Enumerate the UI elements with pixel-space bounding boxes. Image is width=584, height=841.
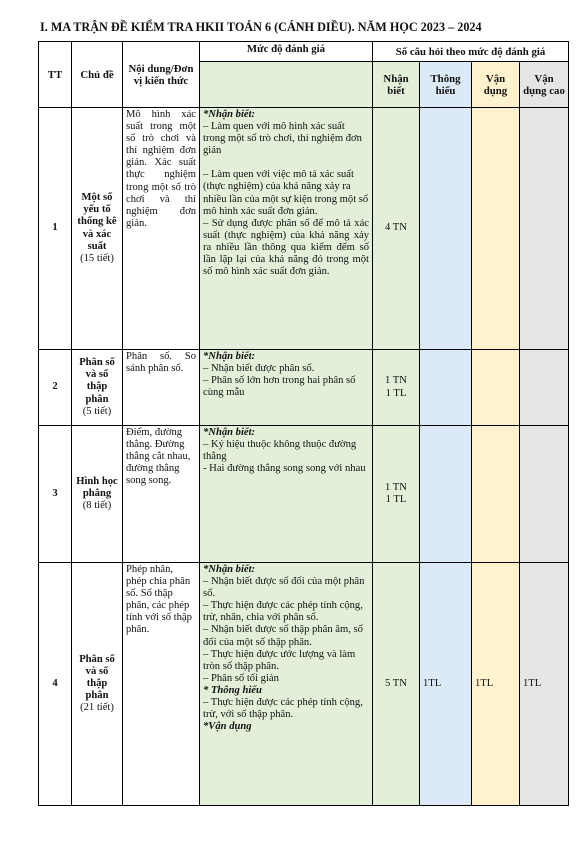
- count-van-dung: [472, 426, 520, 563]
- level-label: *Nhận biết:: [203, 427, 256, 438]
- row-content: Mô hình xác suất trong một số trò chơi và thí nghiệm đơn giản. Xác suất thực nghiệm trong một số trò chơi và thí nghiệm đơn giản.: [123, 108, 200, 350]
- row-topic: [72, 108, 123, 350]
- count-van-dung: 1TL: [472, 563, 520, 806]
- row-content: Điểm, đường thẳng. Đường thẳng cắt nhau, đường thẳng song song.: [123, 426, 200, 563]
- assessment-item: - Hai đường thẳng song song với nhau: [203, 463, 366, 475]
- count-nhan-biet: 1 TN 1 TL: [373, 350, 420, 426]
- row-topic: [72, 426, 123, 563]
- row-assessment: [200, 426, 373, 563]
- level-label: * Thông hiểu: [203, 684, 262, 696]
- assessment-item: – Phân số lớn hơn trong hai phân số cùng mẫu: [203, 375, 356, 399]
- header-level-thong-hieu: Thông hiểu: [420, 62, 472, 108]
- count-van-dung: [472, 350, 520, 426]
- assessment-item: – Nhận biết được phân số.: [203, 363, 315, 375]
- header-level-nhan-biet: Nhận biết: [373, 62, 420, 108]
- count-van-dung: [472, 108, 520, 350]
- page-title: I. MA TRẬN ĐỀ KIỂM TRA HKII TOÁN 6 (CÁNH DIỀU). NĂM HỌC 2023 – 2024: [40, 20, 482, 34]
- row-topic: [72, 350, 123, 426]
- level-label: *Nhận biết:: [203, 109, 256, 120]
- header-count-group: Số câu hỏi theo mức độ đánh giá: [373, 42, 569, 62]
- header-assessment: Mức độ đánh giá: [200, 42, 373, 62]
- topic-hours: (21 tiết): [80, 702, 114, 714]
- assessment-item: – Làm quen với việc mô tả xác suất (thực nghiệm) của khả năng xảy ra nhiều lần của một sự kiện trong một số mô hình xác suất đơn giản.: [203, 169, 369, 217]
- assessment-item: – Nhận biết được số đối của một phân số.: [203, 576, 365, 600]
- table-row: [39, 426, 569, 563]
- table-row: [39, 350, 569, 426]
- row-content: Phân số. So sánh phân số.: [123, 350, 200, 426]
- assessment-item: – Nhận biết được số thập phân âm, số đối của một số thập phân.: [203, 624, 363, 648]
- assessment-item: – Làm quen với mô hình xác suất trong một số trò chơi, thí nghiệm đơn giản: [203, 121, 362, 157]
- topic-name: Một số yếu tố thống kê và xác suất: [77, 192, 117, 252]
- assessment-item: – Thực hiện được các phép tính cộng, trừ, nhân, chia với phân số.: [203, 600, 363, 624]
- table-row: [39, 563, 569, 806]
- count-thong-hieu: [420, 426, 472, 563]
- level-label: *Nhận biết:: [203, 351, 256, 362]
- topic-hours: (5 tiết): [82, 405, 112, 417]
- assessment-item: – Thực hiện được ước lượng và làm tròn số thập phân.: [203, 648, 356, 672]
- topic-name: Phân số và số thập phân: [79, 653, 115, 702]
- table-row: [39, 108, 569, 350]
- row-number: 4: [39, 563, 72, 806]
- count-nhan-biet: 4 TN: [373, 108, 420, 350]
- assessment-item: – Thực hiện được các phép tính cộng, trừ, với số thập phân.: [203, 697, 363, 721]
- row-number: 1: [39, 108, 72, 350]
- topic-hours: (8 tiết): [82, 500, 112, 512]
- row-number: 2: [39, 350, 72, 426]
- assessment-item: – Ký hiệu thuộc không thuộc đường thẳng: [203, 439, 357, 463]
- row-assessment: [200, 350, 373, 426]
- count-nhan-biet: 5 TN: [373, 563, 420, 806]
- topic-name: Phân số và số thập phân: [79, 357, 115, 405]
- header-level-van-dung: Vận dụng: [472, 62, 520, 108]
- assessment-item: – Phân số tối giản: [203, 672, 279, 684]
- count-thong-hieu: [420, 350, 472, 426]
- row-topic: [72, 563, 123, 806]
- level-label: *Nhận biết:: [203, 564, 256, 575]
- topic-name: Hình học phẳng: [76, 475, 118, 499]
- header-content: Nội dung/Đơn vị kiến thức: [123, 42, 200, 108]
- topic-hours: (15 tiết): [80, 252, 114, 264]
- header-topic: Chủ đề: [72, 42, 123, 108]
- header-tt: TT: [39, 42, 72, 108]
- header-level-van-dung-cao: Vận dụng cao: [520, 62, 569, 108]
- count-nhan-biet: 1 TN 1 TL: [373, 426, 420, 563]
- assessment-item: – Sử dụng được phân số để mô tả xác suất (thực nghiệm) của khả năng xảy ra nhiều lần thông qua kiểm đếm số lần lặp lại của khả năng đó trong một số mô hình xác suất đơn giản.: [203, 217, 369, 278]
- count-thong-hieu: 1TL: [420, 563, 472, 806]
- row-assessment: [200, 108, 373, 350]
- level-label: *Vận dụng: [203, 721, 252, 733]
- count-van-dung-cao: [520, 426, 569, 563]
- count-van-dung-cao: [520, 350, 569, 426]
- row-number: 3: [39, 426, 72, 563]
- header-assessment-sub: [200, 62, 373, 108]
- matrix-table: [38, 41, 569, 806]
- row-assessment: [200, 563, 373, 806]
- count-thong-hieu: [420, 108, 472, 350]
- row-content: Phép nhân, phép chia phân số. Số thập phân, các phép tính với số thập phân.: [123, 563, 200, 806]
- count-van-dung-cao: 1TL: [520, 563, 569, 806]
- count-van-dung-cao: [520, 108, 569, 350]
